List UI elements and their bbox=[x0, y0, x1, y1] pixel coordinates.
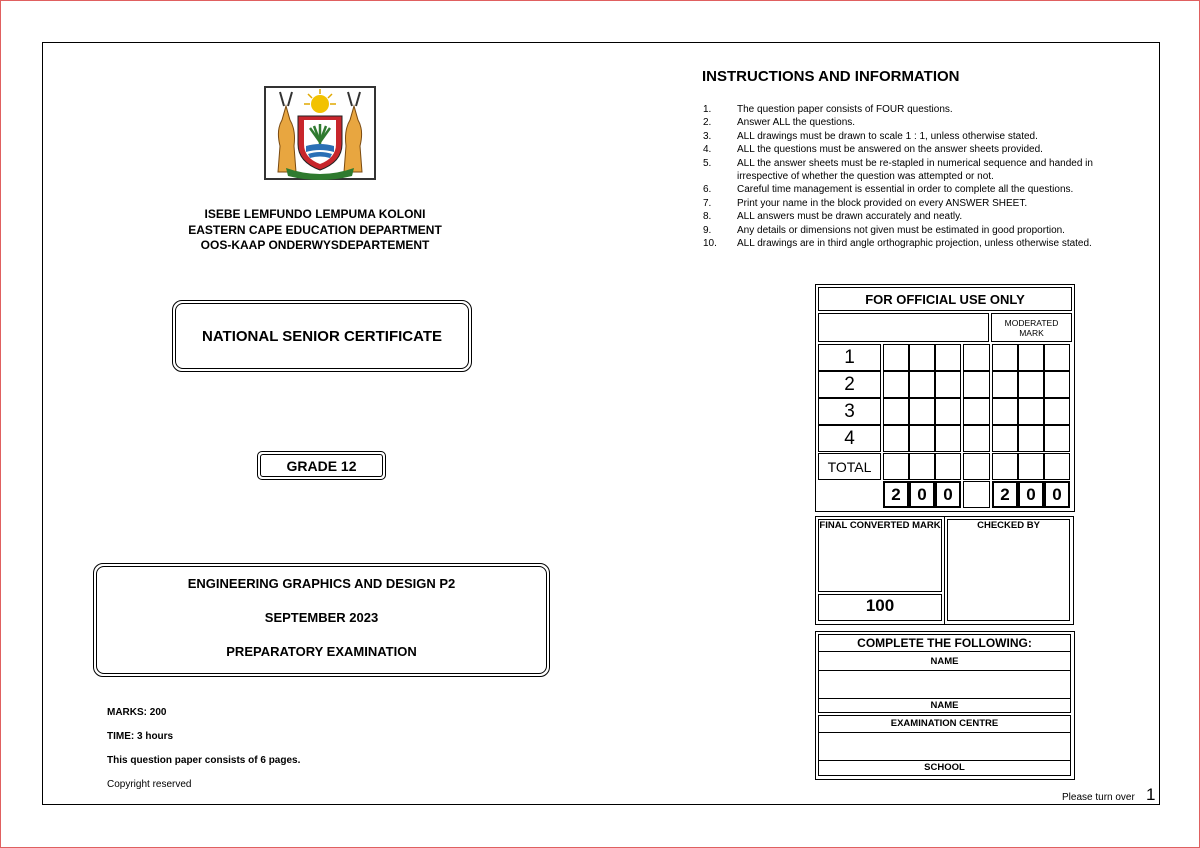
instructions-title: INSTRUCTIONS AND INFORMATION bbox=[702, 68, 960, 85]
dept-afrikaans: OOS-KAAP ONDERWYSDEPARTEMENT bbox=[200, 238, 430, 252]
total-digit: 2 bbox=[883, 481, 909, 508]
divider bbox=[818, 670, 1071, 671]
moderated-cell bbox=[1044, 398, 1070, 425]
moderated-cell bbox=[1018, 425, 1044, 452]
moderated-cell bbox=[1018, 371, 1044, 398]
mark-cell bbox=[883, 425, 909, 452]
mark-cell bbox=[883, 398, 909, 425]
certificate-title: NATIONAL SENIOR CERTIFICATE bbox=[202, 327, 442, 345]
moderated-cell bbox=[1044, 371, 1070, 398]
mark-cell bbox=[935, 344, 961, 371]
mark-cell bbox=[935, 398, 961, 425]
mark-cell bbox=[883, 344, 909, 371]
total-digit: 0 bbox=[909, 481, 935, 508]
divider bbox=[818, 732, 1071, 733]
instruction-item: 3. ALL drawings must be drawn to scale 1 : 1, unless otherwise stated. bbox=[703, 130, 1038, 142]
divider bbox=[818, 760, 1071, 761]
instruction-item: 9. Any details or dimensions not given must be estimated in good proportion. bbox=[703, 224, 1065, 236]
mark-cell bbox=[883, 371, 909, 398]
instruction-item: 4. ALL the questions must be answered on the answer sheets provided. bbox=[703, 144, 1043, 156]
copyright-note: Copyright reserved bbox=[107, 779, 192, 790]
mark-cell bbox=[909, 398, 935, 425]
dept-xhosa: ISEBE LEMFUNDO LEMPUMA KOLONI bbox=[204, 207, 426, 221]
exam-type: PREPARATORY EXAMINATION bbox=[226, 644, 417, 659]
divider bbox=[818, 651, 1071, 652]
moderated-cell bbox=[992, 425, 1018, 452]
complete-following-title: COMPLETE THE FOLLOWING: bbox=[857, 636, 1032, 650]
moderated-cell bbox=[992, 453, 1018, 480]
exam-centre-label: EXAMINATION CENTRE bbox=[890, 718, 999, 729]
name-label-2: NAME bbox=[930, 700, 959, 711]
separator-cell bbox=[963, 453, 990, 480]
moderated-mark-label: MODERATED MARK bbox=[1004, 318, 1059, 338]
moderated-cell bbox=[1044, 425, 1070, 452]
pages-info: This question paper consists of 6 pages. bbox=[107, 755, 301, 766]
dept-english: EASTERN CAPE EDUCATION DEPARTMENT bbox=[188, 222, 442, 237]
moderated-cell bbox=[1018, 398, 1044, 425]
instruction-item: 1. The question paper consists of FOUR questions. bbox=[703, 104, 953, 115]
exam-date: SEPTEMBER 2023 bbox=[264, 610, 379, 625]
final-converted-value: 100 bbox=[865, 596, 895, 615]
mark-cell bbox=[909, 425, 935, 452]
mark-cell bbox=[909, 371, 935, 398]
moderated-total-digit: 0 bbox=[1018, 481, 1044, 508]
total-digit: 0 bbox=[935, 481, 961, 508]
question-number-cell: 1 bbox=[818, 344, 881, 371]
question-number-cell: 3 bbox=[818, 398, 881, 425]
separator-cell bbox=[963, 425, 990, 452]
moderated-total-digit: 0 bbox=[1044, 481, 1070, 508]
separator-cell bbox=[963, 481, 990, 508]
marks-info: MARKS: 200 bbox=[107, 707, 167, 718]
please-turn-over: Please turn over bbox=[1062, 792, 1135, 803]
mark-cell bbox=[883, 453, 909, 480]
total-label-cell: TOTAL bbox=[818, 453, 881, 480]
marker-blank-cell bbox=[818, 313, 989, 342]
mark-cell bbox=[935, 425, 961, 452]
official-use-title: FOR OFFICIAL USE ONLY bbox=[818, 287, 1072, 311]
mark-cell bbox=[935, 453, 961, 480]
mark-cell bbox=[935, 371, 961, 398]
subject-name: ENGINEERING GRAPHICS AND DESIGN P2 bbox=[187, 576, 456, 591]
instruction-item: 2. Answer ALL the questions. bbox=[703, 117, 856, 129]
department-names bbox=[150, 207, 480, 254]
moderated-total-digit: 2 bbox=[992, 481, 1018, 508]
instruction-item: 5. ALL the answer sheets must be re-stapled in numerical sequence and handed in irrespective of whether the question was attempted or not. bbox=[703, 157, 1093, 183]
instructions-list bbox=[703, 103, 1143, 250]
final-converted-label: FINAL CONVERTED MARK bbox=[819, 520, 941, 531]
name-label: NAME bbox=[930, 656, 959, 667]
question-number-cell: 2 bbox=[818, 371, 881, 398]
instruction-item: 10. ALL drawings are in third angle orthographic projection, unless otherwise stated. bbox=[703, 238, 1092, 250]
moderated-cell bbox=[992, 398, 1018, 425]
separator-cell bbox=[963, 371, 990, 398]
separator-cell bbox=[963, 344, 990, 371]
mark-cell bbox=[909, 453, 935, 480]
instruction-item: 7. Print your name in the block provided on every ANSWER SHEET. bbox=[703, 197, 1028, 209]
school-label: SCHOOL bbox=[924, 762, 965, 773]
moderated-cell bbox=[1044, 453, 1070, 480]
moderated-cell bbox=[992, 371, 1018, 398]
checked-by-cell bbox=[947, 519, 1070, 621]
time-info: TIME: 3 hours bbox=[107, 731, 174, 742]
checked-by-label: CHECKED BY bbox=[977, 520, 1040, 531]
moderated-cell bbox=[1044, 344, 1070, 371]
mark-cell bbox=[909, 344, 935, 371]
page-number: 1 bbox=[1146, 785, 1156, 804]
grade-label: GRADE 12 bbox=[286, 457, 357, 474]
coat-of-arms-logo bbox=[264, 86, 376, 180]
divider bbox=[818, 698, 1071, 699]
moderated-cell bbox=[1018, 453, 1044, 480]
question-number-cell: 4 bbox=[818, 425, 881, 452]
moderated-cell bbox=[1018, 344, 1044, 371]
instruction-item: 8. ALL answers must be drawn accurately and neatly. bbox=[703, 211, 963, 223]
instruction-item: 6. Careful time management is essential in order to complete all the questions. bbox=[703, 184, 1074, 196]
separator-cell bbox=[963, 398, 990, 425]
moderated-cell bbox=[992, 344, 1018, 371]
